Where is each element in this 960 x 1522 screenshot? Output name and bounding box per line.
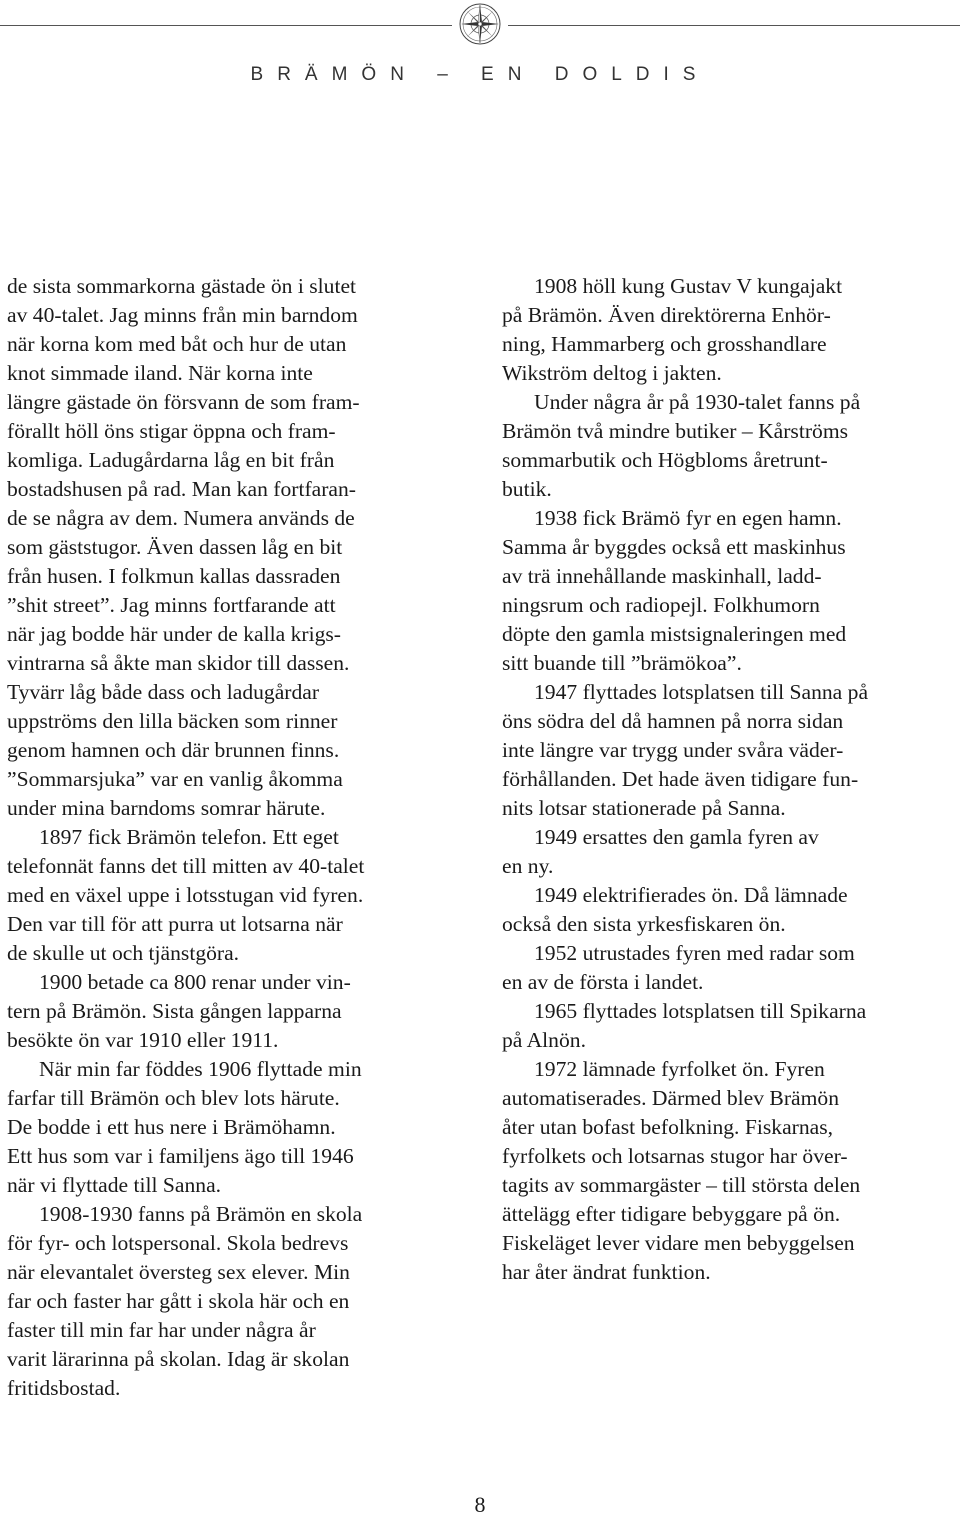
text-line: från husen. I folkmun kallas dassraden xyxy=(7,564,341,588)
text-line: när korna kom med båt och hur de utan xyxy=(7,332,347,356)
text-line: Under några år på 1930-talet fanns på xyxy=(534,390,861,414)
text-line: sitt buande till ”brämökoa”. xyxy=(502,651,742,675)
text-line: butik. xyxy=(502,477,552,501)
text-line: När min far föddes 1906 flyttade min xyxy=(39,1057,362,1081)
text-line: också den sista yrkesfiskaren ön. xyxy=(502,912,786,936)
text-line: komliga. Ladugårdarna låg en bit från xyxy=(7,448,335,472)
text-line: ättelägg efter tidigare bebyggare på ön. xyxy=(502,1202,841,1226)
text-line: för fyr- och lotspersonal. Skola bedrevs xyxy=(7,1231,349,1255)
text-line: Brämön två mindre butiker – Kårströms xyxy=(502,419,849,443)
text-line: Ett hus som var i familjens ägo till 1946 xyxy=(7,1144,354,1168)
text-line: har åter ändrat funktion. xyxy=(502,1260,711,1284)
text-line: sommarbutik och Högbloms åretrunt- xyxy=(502,448,828,472)
text-line: under mina barndoms somrar härute. xyxy=(7,796,326,820)
text-line: en av de första i landet. xyxy=(502,970,704,994)
text-line: ningsrum och radiopejl. Folkhumorn xyxy=(502,593,820,617)
text-line: Wikström deltog i jakten. xyxy=(502,361,722,385)
text-line: på Alnön. xyxy=(502,1028,586,1052)
text-line: längre gästade ön försvann de som fram- xyxy=(7,390,360,414)
text-line: inte längre var trygg under svåra väder- xyxy=(502,738,844,762)
text-line: 1900 betade ca 800 renar under vin- xyxy=(39,970,351,994)
text-line: tagits av sommargäster – till största delen xyxy=(502,1173,861,1197)
text-line: varit lärarinna på skolan. Idag är skolan xyxy=(7,1347,350,1371)
text-line: fritidsbostad. xyxy=(7,1376,121,1400)
text-line: ”Sommarsjuka” var en vanlig åkomma xyxy=(7,767,343,791)
text-line: 1938 fick Brämö fyr en egen hamn. xyxy=(534,506,842,530)
text-line: Den var till för att purra ut lotsarna när xyxy=(7,912,343,936)
text-line: farfar till Brämön och blev lots härute. xyxy=(7,1086,340,1110)
page-header xyxy=(0,0,960,100)
text-line: 1908-1930 fanns på Brämön en skola xyxy=(39,1202,363,1226)
text-line: en ny. xyxy=(502,854,554,878)
text-line: på Brämön. Även direktörerna Enhör- xyxy=(502,303,831,327)
text-line: faster till min far har under några år xyxy=(7,1318,316,1342)
text-line: vintrarna så åkte man skidor till dassen. xyxy=(7,651,350,675)
compass-rose-icon xyxy=(458,2,502,46)
text-line: Samma år byggdes också ett maskinhus xyxy=(502,535,846,559)
right-column xyxy=(502,272,954,1287)
text-line: 1965 flyttades lotsplatsen till Spikarna xyxy=(534,999,867,1023)
text-line: döpte den gamla mistsignaleringen med xyxy=(502,622,847,646)
text-line: förhållanden. Det hade även tidigare fun- xyxy=(502,767,859,791)
text-line: de skulle ut och tjänstgöra. xyxy=(7,941,240,965)
text-line: när elevantalet översteg sex elever. Min xyxy=(7,1260,350,1284)
text-line: besökte ön var 1910 eller 1911. xyxy=(7,1028,279,1052)
text-line: telefonnät fanns det till mitten av 40-talet xyxy=(7,854,365,878)
text-line: förallt höll öns stigar öppna och fram- xyxy=(7,419,336,443)
left-column xyxy=(7,272,459,1403)
text-line: genom hamnen och där brunnen finns. xyxy=(7,738,340,762)
text-line: ning, Hammarberg och grosshandlare xyxy=(502,332,827,356)
text-line: åter utan bofast befolkning. Fiskarnas, xyxy=(502,1115,834,1139)
text-line: med en växel uppe i lotsstugan vid fyren. xyxy=(7,883,364,907)
text-line: 1949 ersattes den gamla fyren av xyxy=(534,825,819,849)
text-line: uppströms den lilla bäcken som rinner xyxy=(7,709,338,733)
text-line: av trä innehållande maskinhall, ladd- xyxy=(502,564,822,588)
text-line: ”shit street”. Jag minns fortfarande att xyxy=(7,593,336,617)
text-line: tern på Brämön. Sista gången lapparna xyxy=(7,999,342,1023)
text-line: de se några av dem. Numera används de xyxy=(7,506,355,530)
text-line: 1897 fick Brämön telefon. Ett eget xyxy=(39,825,339,849)
text-line: far och faster har gått i skola här och en xyxy=(7,1289,350,1313)
text-line: Tyvärr låg både dass och ladugårdar xyxy=(7,680,320,704)
text-line: som gäststugor. Även dassen låg en bit xyxy=(7,535,343,559)
text-line: 1952 utrustades fyren med radar som xyxy=(534,941,855,965)
text-line: 1947 flyttades lotsplatsen till Sanna på xyxy=(534,680,869,704)
text-line: fyrfolkets och lotsarnas stugor har över- xyxy=(502,1144,848,1168)
page-number: 8 xyxy=(474,1492,486,1517)
text-line: 1949 elektrifierades ön. Då lämnade xyxy=(534,883,848,907)
text-line: bostadshusen på rad. Man kan fortfaran- xyxy=(7,477,356,501)
text-line: när vi flyttade till Sanna. xyxy=(7,1173,222,1197)
text-line: 1972 lämnade fyrfolket ön. Fyren xyxy=(534,1057,825,1081)
text-line: De bodde i ett hus nere i Brämöhamn. xyxy=(7,1115,336,1139)
header-rule-right xyxy=(508,25,960,26)
text-line: av 40-talet. Jag minns från min barndom xyxy=(7,303,358,327)
text-line: öns södra del då hamnen på norra sidan xyxy=(502,709,844,733)
text-line: nits lotsar stationerade på Sanna. xyxy=(502,796,786,820)
running-title: BRÄMÖN – EN DOLDIS xyxy=(250,64,710,85)
text-line: när jag bodde här under de kalla krigs- xyxy=(7,622,341,646)
header-rule-left xyxy=(0,25,452,26)
text-line: 1908 höll kung Gustav V kungajakt xyxy=(534,274,843,298)
text-line: de sista sommarkorna gästade ön i slutet xyxy=(7,274,357,298)
text-line: automatiserades. Därmed blev Brämön xyxy=(502,1086,839,1110)
text-line: Fiskeläget lever vidare men bebyggelsen xyxy=(502,1231,855,1255)
text-line: knot simmade iland. När korna inte xyxy=(7,361,313,385)
